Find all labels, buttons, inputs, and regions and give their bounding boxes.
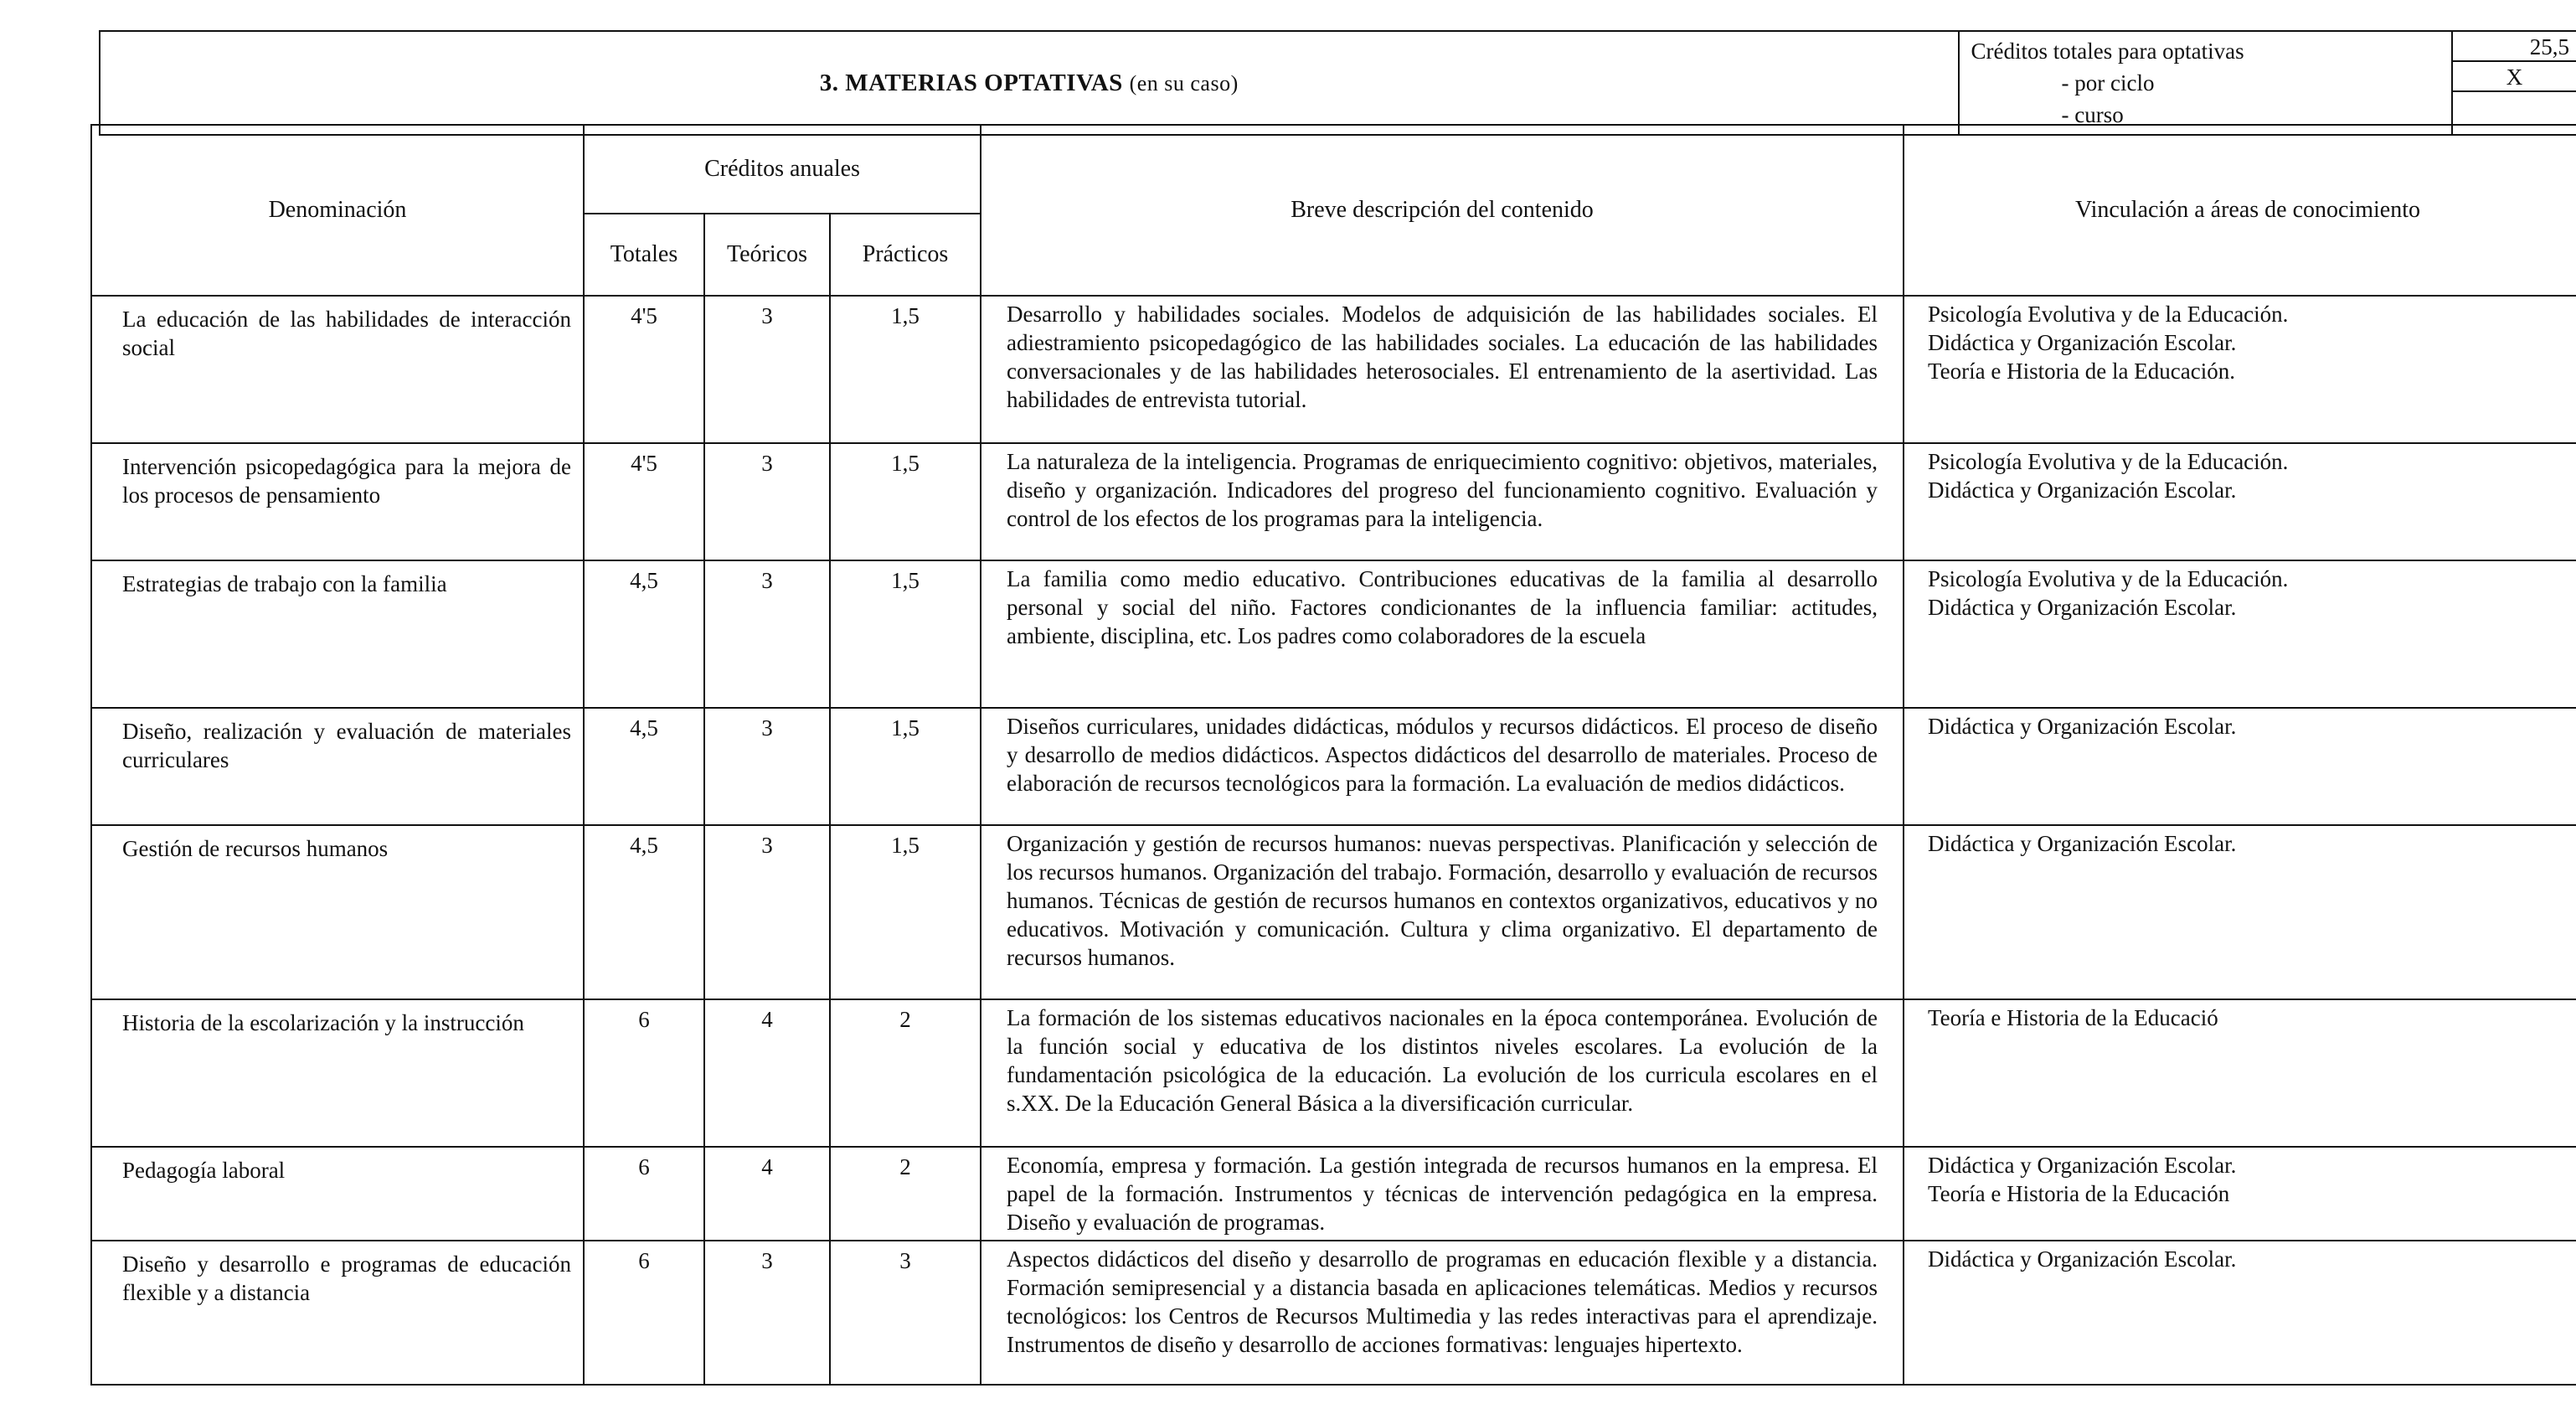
denominacion-cell: Historia de la escolarización y la instrucción (91, 999, 584, 1147)
page-title (100, 31, 1959, 135)
totales-cell: 6 (584, 1241, 704, 1385)
table-row (91, 443, 2576, 560)
area-item: Didáctica y Organización Escolar. (1928, 831, 2237, 856)
area-item: Psicología Evolutiva y de la Educación. (1928, 302, 2289, 327)
denominacion-cell: Diseño y desarrollo e programas de educación flexible y a distancia (91, 1241, 584, 1385)
per-course-label: - curso (2061, 102, 2124, 127)
teoricos-cell: 4 (704, 999, 830, 1147)
optativas-table (90, 124, 2576, 1386)
vinculacion-cell (1904, 708, 2576, 825)
title-text: 3. MATERIAS OPTATIVAS (819, 69, 1123, 96)
denominacion-cell: La educación de las habilidades de interacción social (91, 296, 584, 443)
vinculacion-cell (1904, 825, 2576, 999)
practicos-cell: 1,5 (830, 296, 981, 443)
practicos-cell: 2 (830, 1147, 981, 1241)
practicos-cell: 1,5 (830, 825, 981, 999)
teoricos-cell: 3 (704, 708, 830, 825)
descripcion-cell: Economía, empresa y formación. La gestión integrada de recursos humanos en la empresa. El papel de la formación. Instrumentos y técnicas de intervención pedagógica en la empresa. Diseño y evaluación de programas. (981, 1147, 1904, 1241)
area-item: Didáctica y Organización Escolar. (1928, 1153, 2237, 1178)
credits-total-value: 25,5 (2453, 32, 2576, 62)
table-row (91, 560, 2576, 708)
per-course-value (2453, 92, 2576, 122)
descripcion-cell: La formación de los sistemas educativos nacionales en la época contemporánea. Evolución de la función social y educativa de los distintos niveles escolares. La evolución de la fundamentación psicológica de la educación. La evolución de los curricula escolares en el s.XX. De la Educación General Básica a la diversificación curricular. (981, 999, 1904, 1147)
descripcion-cell: Desarrollo y habilidades sociales. Modelos de adquisición de las habilidades sociales. El adiestramiento psicopedagógico de las habilidades sociales. La educación de las habilidades conversacionales y de las habilidades heterosociales. El entrenamiento de la asertividad. Las habilidades de entrevista tutorial. (981, 296, 1904, 443)
descripcion-cell: Organización y gestión de recursos humanos: nuevas perspectivas. Planificación y selección de los recursos humanos. Organización del trabajo. Formación, desarrollo y evaluación de recursos humanos. Técnicas de gestión de recursos humanos en contextos organizativos, educativos y no educativos. Motivación y comunicación. Cultura y clima organizativo. El departamento de recursos humanos. (981, 825, 1904, 999)
vinculacion-cell (1904, 560, 2576, 708)
table-row (91, 825, 2576, 999)
teoricos-cell: 3 (704, 1241, 830, 1385)
totales-cell: 6 (584, 1147, 704, 1241)
denominacion-cell: Pedagogía laboral (91, 1147, 584, 1241)
header-table (99, 30, 2576, 136)
totales-cell: 6 (584, 999, 704, 1147)
denominacion-cell: Diseño, realización y evaluación de materiales curriculares (91, 708, 584, 825)
totales-cell: 4,5 (584, 825, 704, 999)
area-item: Teoría e Historia de la Educación. (1928, 359, 2235, 384)
teoricos-cell: 3 (704, 296, 830, 443)
area-item: Didáctica y Organización Escolar. (1928, 595, 2237, 620)
totales-cell: 4'5 (584, 296, 704, 443)
denominacion-cell: Gestión de recursos humanos (91, 825, 584, 999)
descripcion-cell: Diseños curriculares, unidades didácticas, módulos y recursos didácticos. El proceso de diseño y desarrollo de medios didácticos. Aspectos didácticos del desarrollo de materiales. Proceso de elaboración de recursos tecnológicos para la formación. La evaluación de medios didácticos. (981, 708, 1904, 825)
table-row (91, 296, 2576, 443)
area-item: Didáctica y Organización Escolar. (1928, 1246, 2237, 1272)
col-header-practicos: Prácticos (830, 214, 981, 296)
area-item: Psicología Evolutiva y de la Educación. (1928, 449, 2289, 474)
vinculacion-cell (1904, 999, 2576, 1147)
title-suffix: (en su caso) (1129, 70, 1239, 95)
area-item: Didáctica y Organización Escolar. (1928, 714, 2237, 739)
vinculacion-cell (1904, 1147, 2576, 1241)
col-header-totales: Totales (584, 214, 704, 296)
denominacion-cell: Estrategias de trabajo con la familia (91, 560, 584, 708)
table-row (91, 1147, 2576, 1241)
area-item: Psicología Evolutiva y de la Educación. (1928, 566, 2289, 591)
per-cycle-label: - por ciclo (2061, 70, 2155, 95)
teoricos-cell: 3 (704, 560, 830, 708)
credits-label-box (1959, 31, 2453, 135)
area-item: Didáctica y Organización Escolar. (1928, 477, 2237, 503)
totales-cell: 4,5 (584, 560, 704, 708)
table-row (91, 999, 2576, 1147)
credits-total-label: Créditos totales para optativas (1971, 39, 2244, 64)
area-item: Didáctica y Organización Escolar. (1928, 330, 2237, 355)
practicos-cell: 3 (830, 1241, 981, 1385)
practicos-cell: 1,5 (830, 708, 981, 825)
practicos-cell: 1,5 (830, 443, 981, 560)
practicos-cell: 2 (830, 999, 981, 1147)
teoricos-cell: 3 (704, 825, 830, 999)
teoricos-cell: 3 (704, 443, 830, 560)
denominacion-cell: Intervención psicopedagógica para la mejora de los procesos de pensamiento (91, 443, 584, 560)
area-item: Teoría e Historia de la Educación (1928, 1181, 2230, 1206)
col-header-denominacion: Denominación (91, 125, 584, 296)
descripcion-cell: Aspectos didácticos del diseño y desarrollo de programas en educación flexible y a distancia. Formación semipresencial y a distancia basada en aplicaciones telemáticas. Medios y recursos tecnológicos: los Centros de Recursos Multimedia y las redes interactivas para el aprendizaje. Instrumentos de diseño y desarrollo de acciones formativas: lenguajes hipertexto. (981, 1241, 1904, 1385)
col-header-vinculacion: Vinculación a áreas de conocimiento (1904, 125, 2576, 296)
table-row (91, 708, 2576, 825)
col-header-creditos: Créditos anuales (584, 125, 981, 214)
col-header-teoricos: Teóricos (704, 214, 830, 296)
vinculacion-cell (1904, 1241, 2576, 1385)
teoricos-cell: 4 (704, 1147, 830, 1241)
descripcion-cell: La naturaleza de la inteligencia. Programas de enriquecimiento cognitivo: objetivos, materiales, diseño y organización. Indicadores del progreso del funcionamiento cognitivo. Evaluación y control de los efectos de los programas para la inteligencia. (981, 443, 1904, 560)
col-header-descripcion: Breve descripción del contenido (981, 125, 1904, 296)
descripcion-cell: La familia como medio educativo. Contribuciones educativas de la familia al desarrollo personal y social del niño. Factores condicionantes de la influencia familiar: actitudes, ambiente, disciplina, etc. Los padres como colaboradores de la escuela (981, 560, 1904, 708)
totales-cell: 4,5 (584, 708, 704, 825)
vinculacion-cell (1904, 296, 2576, 443)
vinculacion-cell (1904, 443, 2576, 560)
credits-values-box (2452, 31, 2576, 135)
area-item: Teoría e Historia de la Educació (1928, 1005, 2218, 1030)
totales-cell: 4'5 (584, 443, 704, 560)
per-cycle-value: X (2453, 62, 2576, 92)
practicos-cell: 1,5 (830, 560, 981, 708)
table-row (91, 1241, 2576, 1385)
